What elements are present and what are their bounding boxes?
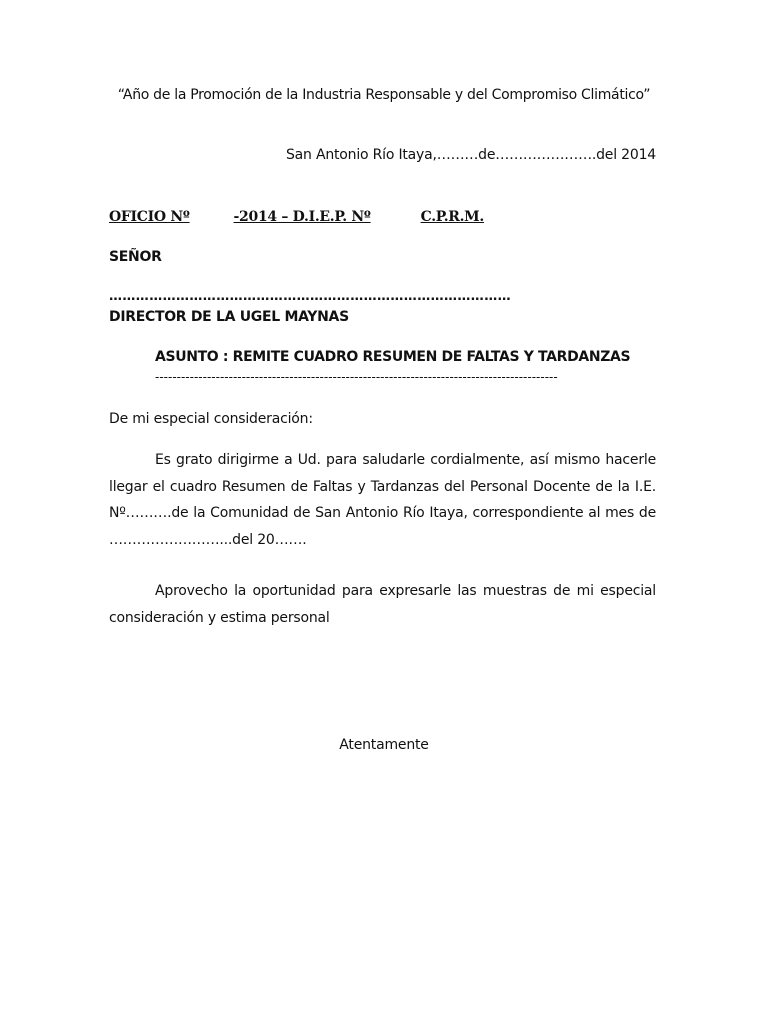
oficio-year-institution: -2014 – D.I.E.P. Nº	[233, 209, 371, 225]
recipient-name-blank: ………………………………………………………………………………	[109, 289, 511, 304]
closing: Atentamente	[339, 737, 429, 753]
body-paragraph-1	[109, 447, 656, 553]
recipient-title: SEÑOR	[109, 249, 162, 265]
subject-underline: ---------------------------------------------------------------------------------------------	[155, 370, 558, 384]
subject-line: ASUNTO : REMITE CUADRO RESUMEN DE FALTAS Y TARDANZAS	[155, 349, 631, 365]
greeting: De mi especial consideración:	[109, 411, 313, 427]
year-motto: “Año de la Promoción de la Industria Responsable y del Compromiso Climático”	[117, 87, 651, 103]
oficio-reference	[109, 208, 484, 226]
oficio-suffix: C.P.R.M.	[420, 209, 484, 225]
body-paragraph-2-text: Aprovecho la oportunidad para expresarle las muestras de mi especial consideración y estima personal	[109, 583, 656, 626]
body-paragraph-1-text: Es grato dirigirme a Ud. para saludarle cordialmente, así mismo hacerle llegar el cuadro Resumen de Faltas y Tardanzas del Personal Docente de la I.E. Nº……….de la Comunidad de San Antonio Río Itaya, correspondiente al mes de ……………………...del 20…….	[109, 452, 656, 548]
oficio-label: OFICIO Nº	[109, 209, 190, 225]
recipient-position: DIRECTOR DE LA UGEL MAYNAS	[109, 309, 349, 325]
place-date-line: San Antonio Río Itaya,………de………………….del 2014	[285, 147, 656, 163]
body-paragraph-2	[109, 578, 656, 631]
